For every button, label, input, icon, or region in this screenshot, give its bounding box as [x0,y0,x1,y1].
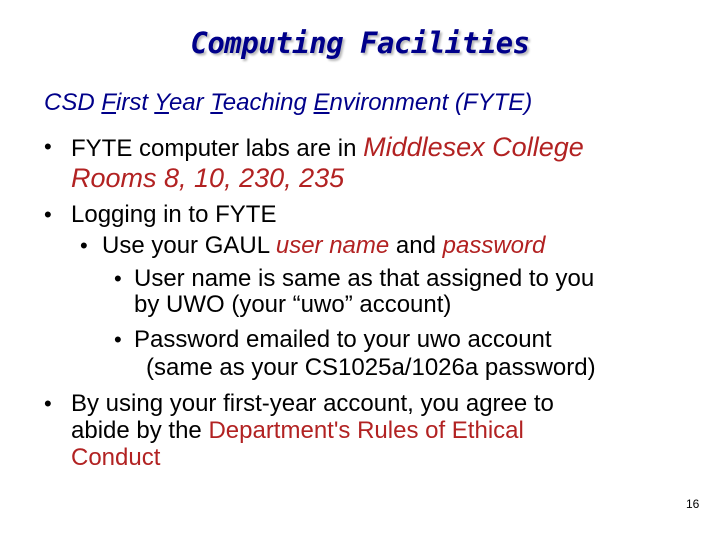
subtitle [44,89,532,117]
subbullet-gaul-password: password [442,232,546,259]
bullet-ethics-line1: By using your first-year account, you agree to [71,390,554,417]
bullet-ethics-line2 [71,418,524,444]
bullet-labs [71,134,584,162]
subsub-username-line2: by UWO (your “uwo” account) [134,291,452,318]
bullet-marker: • [44,391,52,416]
bullet-marker: • [44,134,52,159]
subsub-password-line2: (same as your CS1025a/1026a password) [146,354,596,381]
bullet-labs-text: FYTE computer labs are in [71,135,364,162]
bullet-ethics-rules: Department's Rules of Ethical [208,417,524,444]
subtitle-underlined-y: Y [154,89,169,116]
subtitle-underlined-f: F [101,89,117,116]
subtitle-word-year: ear [168,89,211,116]
bullet-labs-building: Middlesex College [363,132,584,162]
subtitle-word-environment: nvironment (FYTE) [329,89,533,116]
bullet-marker: • [44,202,52,227]
subbullet-gaul-and: and [389,232,443,259]
bullet-labs-rooms: Rooms 8, 10, 230, 235 [71,163,345,193]
subbullet-gaul-prefix: Use your GAUL [102,232,276,259]
subsub-username-line1: User name is same as that assigned to you [134,265,595,292]
subsub-password-line1: Password emailed to your uwo account [134,326,552,353]
subtitle-prefix: CSD [44,89,102,116]
slide-title: Computing Facilities [190,26,530,60]
subtitle-underlined-t: T [210,89,223,116]
bullet-marker: • [80,233,88,258]
bullet-ethics-line3: Conduct [71,444,161,471]
bullet-logging-in: Logging in to FYTE [71,201,277,228]
subtitle-underlined-e: E [313,89,330,116]
page-number: 16 [686,497,700,511]
bullet-marker: • [114,327,122,352]
subbullet-gaul-username: user name [275,232,390,259]
subtitle-word-first: irst [116,89,155,116]
bullet-ethics-prefix: abide by the [71,417,209,444]
bullet-marker: • [114,266,122,291]
subbullet-gaul [102,233,545,259]
subtitle-word-teaching: eaching [222,89,314,116]
